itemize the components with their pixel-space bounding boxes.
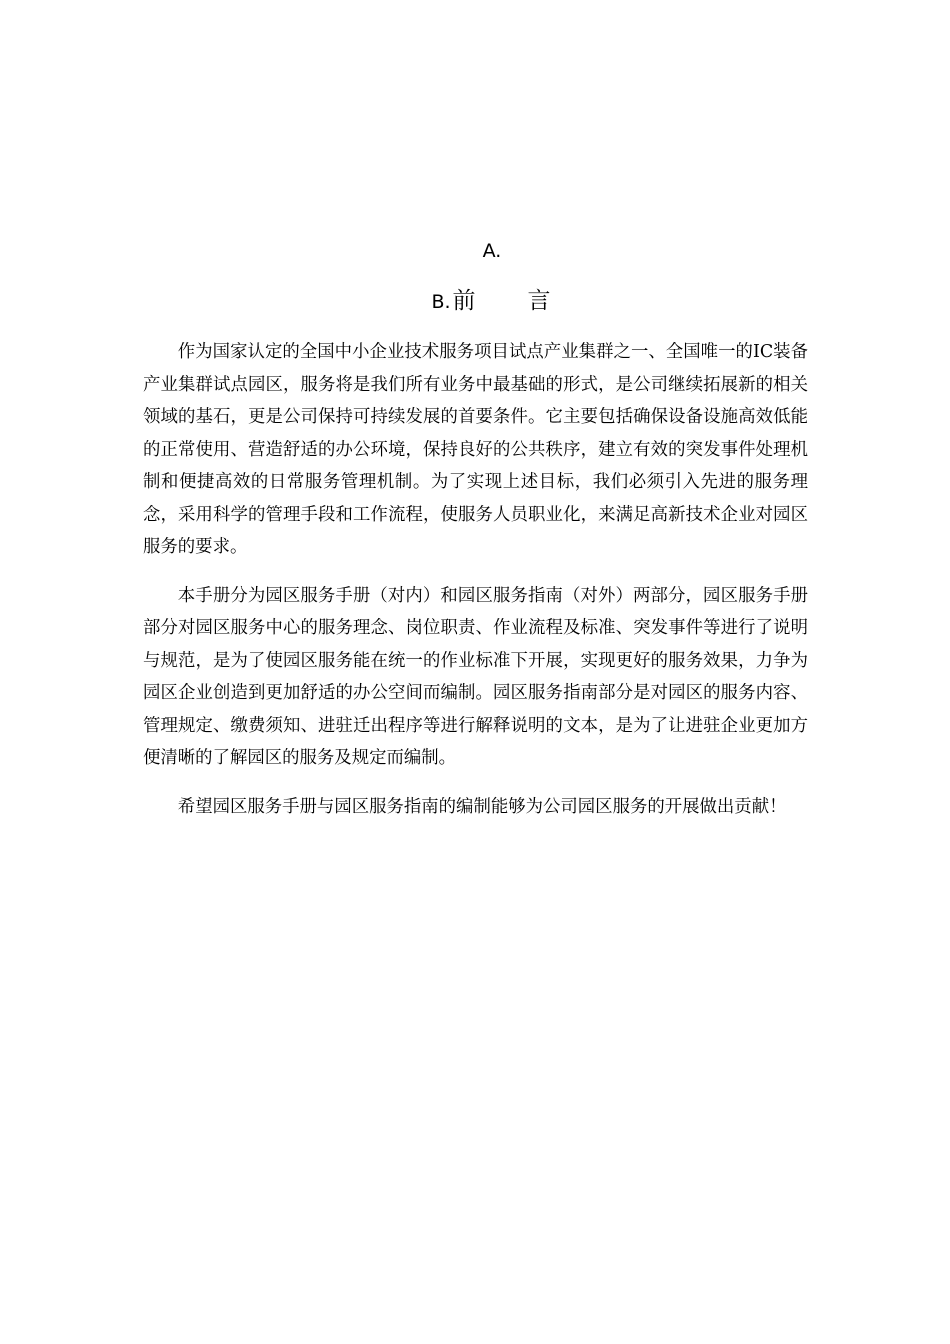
- heading-list-item-a: A.: [482, 240, 502, 262]
- heading-preface-title: 前 言: [452, 288, 553, 314]
- paragraph-introduction: 作为国家认定的全国中小企业技术服务项目试点产业集群之一、全国唯一的IC装备产业集群试点园区，服务将是我们所有业务中最基础的形式，是公司继续拓展新的相关领域的基石，更是公司保持可持续发展的首要条件。它主要包括确保设备设施高效低能的正常使用、营造舒适的办公环境，保持良好的公共秩序，建立有效的突发事件处理机制和便捷高效的日常服务管理机制。为了实现上述目标，我们必须引入先进的服务理念，采用科学的管理手段和工作流程，使服务人员职业化，来满足高新技术企业对园区服务的要求。: [143, 342, 808, 557]
- heading-preface: [0, 286, 950, 317]
- paragraph-manual-structure: 本手册分为园区服务手册（对内）和园区服务指南（对外）两部分，园区服务手册部分对园区服务中心的服务理念、岗位职责、作业流程及标准、突发事件等进行了说明与规范，是为了使园区服务能在统一的作业标准下开展，实现更好的服务效果，力争为园区企业创造到更加舒适的办公空间而编制。园区服务指南部分是对园区的服务内容、管理规定、缴费须知、进驻迁出程序等进行解释说明的文本，是为了让进驻企业更加方便清晰的了解园区的服务及规定而编制。: [143, 585, 808, 768]
- preface-body: [143, 336, 808, 839]
- paragraph-closing: 希望园区服务手册与园区服务指南的编制能够为公司园区服务的开展做出贡献！: [177, 796, 787, 817]
- heading-list-marker-b: B.: [431, 291, 451, 313]
